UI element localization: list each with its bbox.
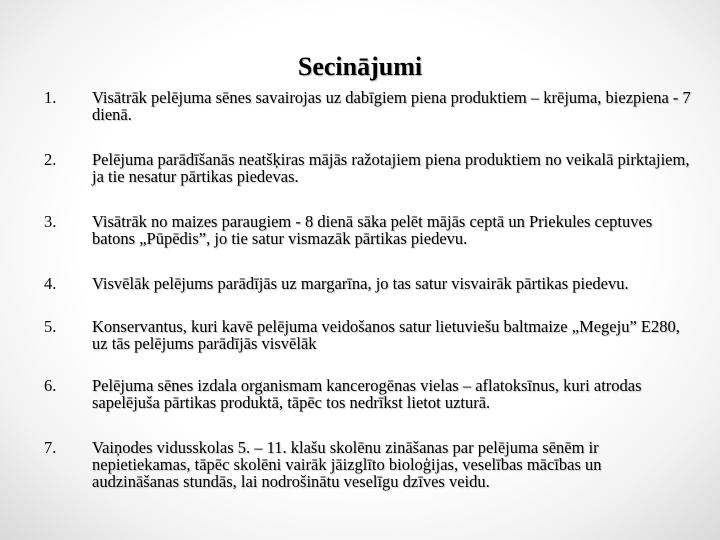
item-text: Konservantus, kuri kavē pelējuma veidošanos satur lietuviešu baltmaize „Megeju” E280, uz tās pelējums parādījās visvēlāk	[92, 317, 680, 353]
item-number: 2.	[44, 150, 57, 169]
slide-title: Secinājumi	[297, 52, 423, 81]
item-number: 5.	[44, 317, 57, 336]
item-number: 4.	[44, 274, 57, 293]
item-text: Pelējuma parādīšanās neatšķiras mājās ražotajiem piena produktiem no veikalā pirktajiem, ja tie nesatur pārtikas piedevas.	[92, 150, 690, 186]
item-text: Vaiņodes vidusskolas 5. – 11. klašu skolēnu zināšanas par pelējuma sēnēm ir nepietiekamas, tāpēc skolēni vairāk jāizglīto bioloģijas, veselības mācības un audzināšanas stundās, lai nodrošinātu veselīgu dzīves veidu.	[92, 438, 602, 491]
item-text: Visvēlāk pelējums parādījās uz margarīna, jo tas satur visvairāk pārtikas piedevu.	[92, 274, 629, 293]
item-text: Visātrāk no maizes paraugiem - 8 dienā sāka pelēt mājās ceptā un Priekules ceptuves batons „Pūpēdis”, jo tie satur vismazāk pārtikas piedevu.	[92, 212, 653, 248]
item-text: Pelējuma sēnes izdala organismam kancerogēnas vielas – aflatoksīnus, kuri atrodas sapelējuša pārtikas produktā, tāpēc tos nedrīkst lietot uzturā.	[92, 376, 642, 412]
item-number: 6.	[44, 376, 57, 395]
item-number: 7.	[44, 438, 57, 457]
item-number: 1.	[44, 88, 57, 107]
item-text: Visātrāk pelējuma sēnes savairojas uz dabīgiem piena produktiem – krējuma, biezpiena - 7 dienā.	[92, 88, 691, 124]
item-number: 3.	[44, 212, 57, 231]
